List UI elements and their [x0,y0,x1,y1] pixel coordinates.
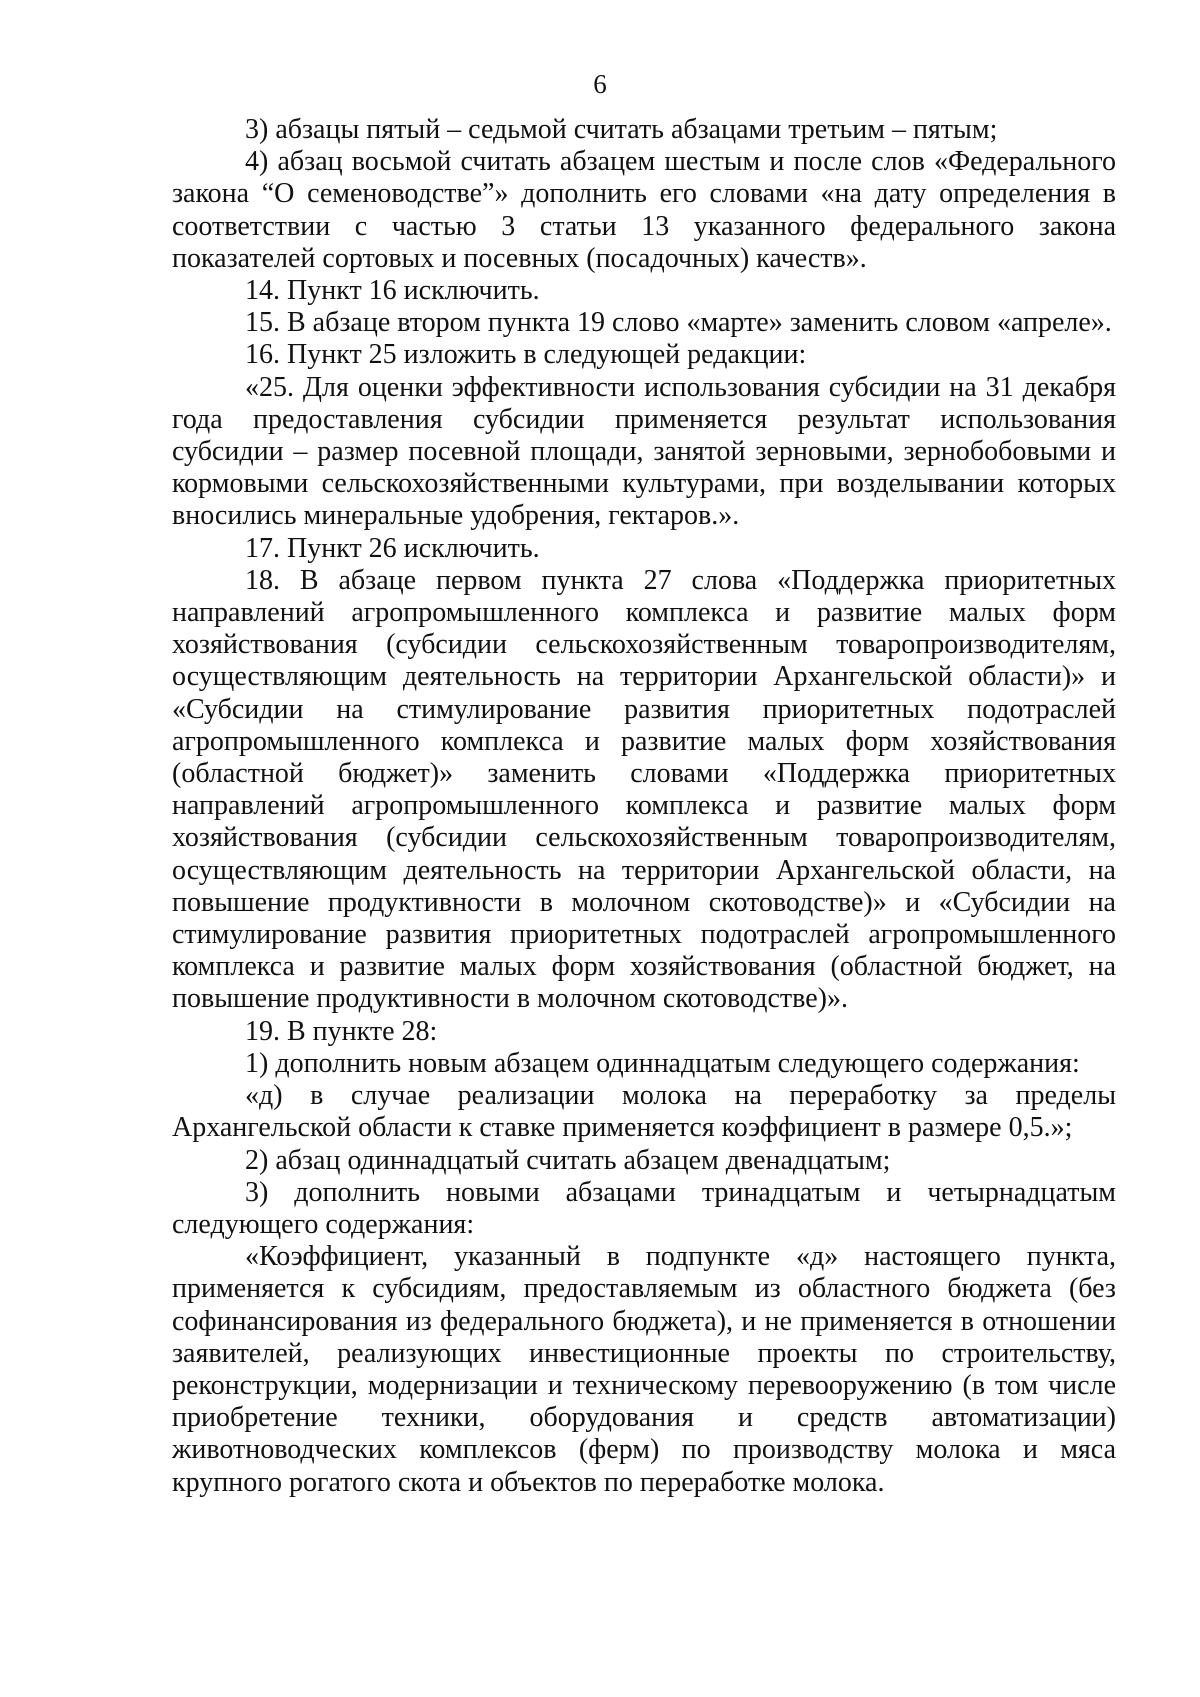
paragraph-subpoint-3: 3) дополнить новыми абзацами тринадцатым и четырнадцатым следующего содержания: [172,1176,1116,1240]
page-number: 6 [593,69,607,99]
paragraph-subpoint-2: 2) абзац одиннадцатый считать абзацем двенадцатым; [245,1144,891,1176]
paragraph-point-18: 18. В абзаце первом пункта 27 слова «Поддержка приоритетных направлений агропромышленного комплекса и развитие малых форм хозяйствования (субсидии сельскохозяйственным товаропроизводителям, осуществляющим деятельность на территории Архангельской области)» и «Субсидии на стимулирование развития приоритетных подотраслей агропромышленного комплекса и развитие малых форм хозяйствования (областной бюджет)» заменить словами «Поддержка приоритетных направлений агропромышленного комплекса и развитие малых форм хозяйствования (субсидии сельскохозяйственным товаропроизводителям, осуществляющим деятельность на территории Архангельской области, на повышение продуктивности в молочном скотоводстве)» и «Субсидии на стимулирование развития приоритетных подотраслей агропромышленного комплекса и развитие малых форм хозяйствования (областной бюджет, на повышение продуктивности в молочном скотоводстве)». [172,564,1116,1015]
paragraph-quoted-point-25: «25. Для оценки эффективности использования субсидии на 31 декабря года предоставления субсидии применяется результат использования субсидии – размер посевной площади, занятой зерновыми, зернобобовыми и кормовыми сельскохозяйственными культурами, при возделывании которых вносились минеральные удобрения, гектаров.». [172,371,1116,532]
paragraph-subpoint-1: 1) дополнить новым абзацем одиннадцатым следующего содержания: [245,1047,1080,1079]
paragraph-quoted-subpoint-d: «д) в случае реализации молока на переработку за пределы Архангельской области к ставке применяется коэффициент в размере 0,5.»; [172,1080,1116,1144]
paragraph-point-15: 15. В абзаце втором пункта 19 слово «марте» заменить словом «апреле». [245,307,1112,339]
paragraph-item-3-subparagraph: 3) абзацы пятый – седьмой считать абзацами третьим – пятым; [245,114,998,145]
paragraph-item-4-subparagraph: 4) абзац восьмой считать абзацем шестым и после слов «Федерального закона “О семеноводстве”» дополнить его словами «на дату определения в соответствии с частью 3 статьи 13 указанного федерального закона показателей сортовых и посевных (посадочных) качеств». [172,146,1116,274]
document-body [172,114,1116,1499]
paragraph-point-14: 14. Пункт 16 исключить. [245,275,540,307]
paragraph-point-19: 19. В пункте 28: [245,1015,438,1047]
paragraph-point-16: 16. Пункт 25 изложить в следующей редакции: [245,339,807,371]
paragraph-quoted-coefficient: «Коэффициент, указанный в подпункте «д» настоящего пункта, применяется к субсидиям, предоставляемым из областного бюджета (без софинансирования из федерального бюджета), и не применяется в отношении заявителей, реализующих инвестиционные проекты по строительству, реконструкции, модернизации и техническому перевооружению (в том числе приобретение техники, оборудования и средств автоматизации) животноводческих комплексов (ферм) по производству молока и мяса крупного рогатого скота и объектов по переработке молока. [172,1241,1116,1498]
paragraph-point-17: 17. Пункт 26 исключить. [245,532,540,564]
